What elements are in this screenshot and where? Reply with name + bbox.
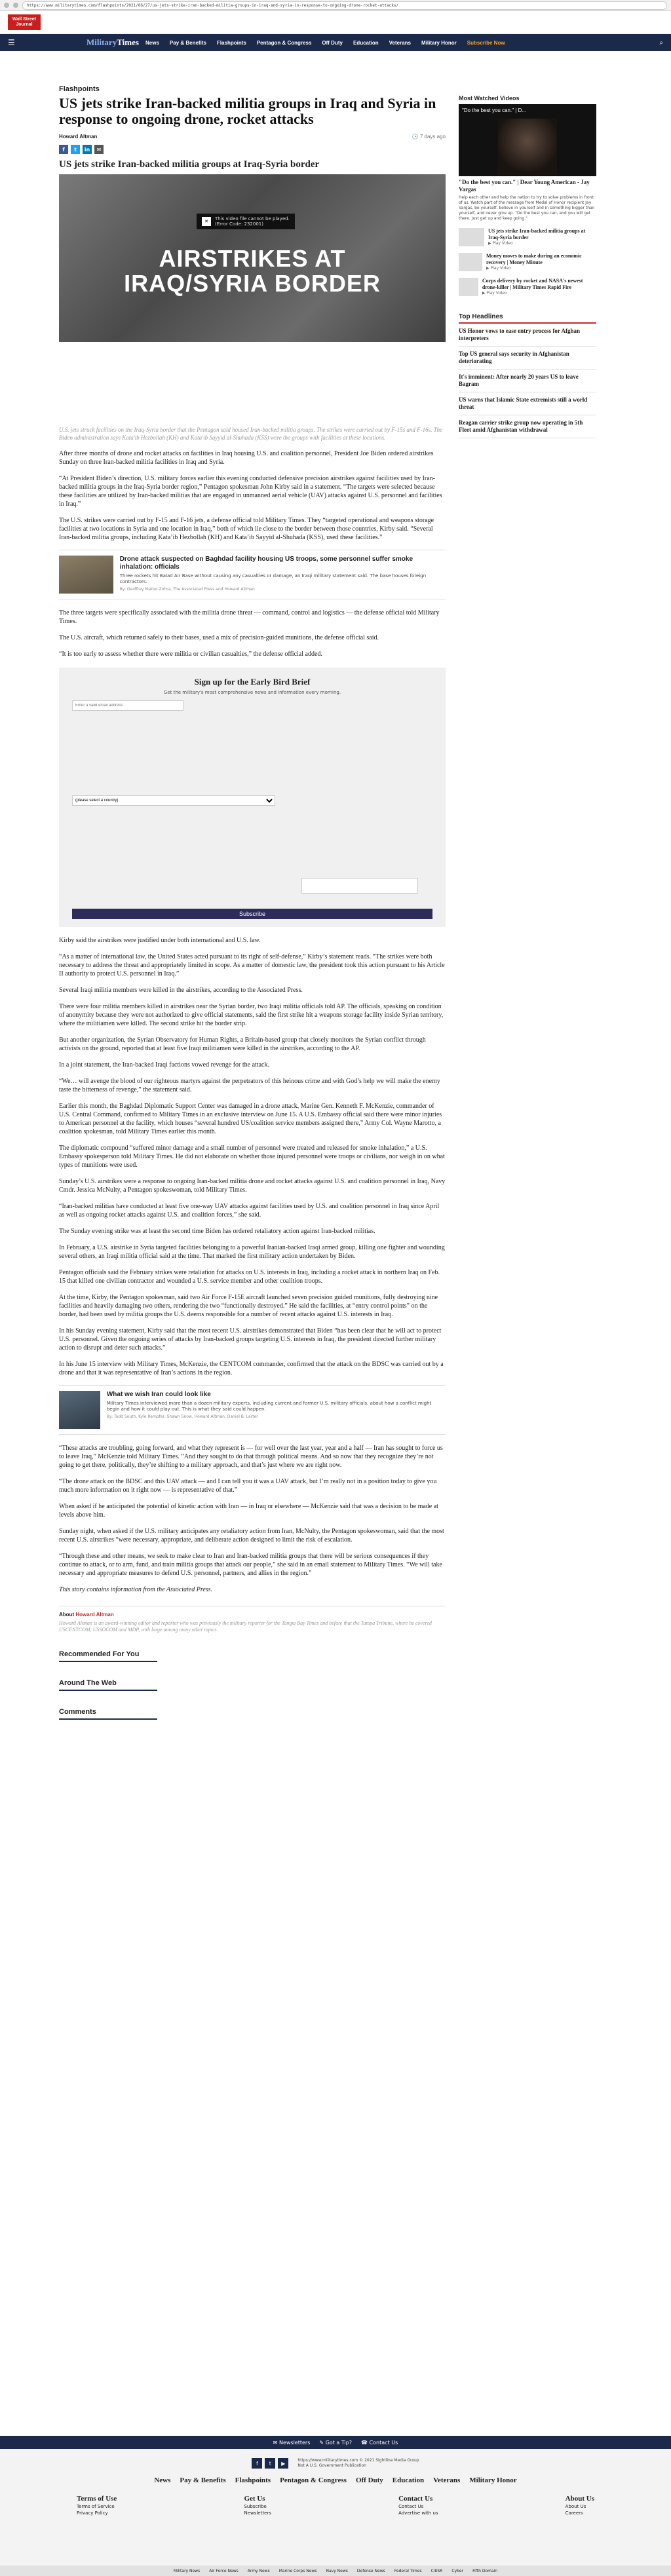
nav-item-honor[interactable]: Military Honor <box>421 39 457 46</box>
paragraph: “As a matter of international law, the United States acted pursuant to its right of self-defense,” Kirby’s statement reads. “The strikes were both necessary to address the threat and appropriately limited in scope. As a matter of domestic law, the president took this action pursuant to his Article II authority to protect U.S. personnel in Iraq.” <box>59 953 445 977</box>
sister-sites <box>0 2566 671 2576</box>
email-field[interactable] <box>72 700 183 711</box>
video-list-title[interactable]: Corps delivery by rocket and NASA's newest drone-killer | Military Times Rapid Fire <box>482 278 583 290</box>
related-thumbnail[interactable] <box>59 556 113 594</box>
site-link[interactable]: Army News <box>247 2568 270 2573</box>
top-ad[interactable] <box>0 11 671 34</box>
footer-nav-item[interactable]: Education <box>392 2476 425 2484</box>
video-list-thumbnail[interactable] <box>459 253 482 271</box>
paragraph: Several Iraqi militia members were killed in the airstrikes, according to the Associated Press. <box>59 987 303 994</box>
footer-col-heading: Contact Us <box>398 2495 433 2503</box>
nav-item-pentagon[interactable]: Pentagon & Congress <box>256 39 312 46</box>
kicker[interactable]: Flashpoints <box>59 85 100 93</box>
paragraph: “The drone attack on the BDSC and this UAV attack — and I can tell you it was a UAV attack, but I’m really not in a position today to give you much more information on it right now — is representative of that.” <box>59 1478 437 1494</box>
video-error: ✕ This video file cannot be played. (Error Code: 232001) <box>197 214 295 229</box>
back-icon[interactable] <box>4 3 9 8</box>
facebook-icon[interactable]: f <box>59 145 68 154</box>
paragraph: In his June 15 interview with Military Times, McKenzie, the CENTCOM commander, confirmed that the attack on the BDSC was carried out by a drone and that it was representative of Iran’s actions in the region. <box>59 1361 444 1376</box>
paragraph: After three months of drone and rocket attacks on facilities in Iraq housing U.S. and coalition personnel, President Joe Biden ordered airstrikes Sunday on three Iran-backed militia facilities in Iraq and Syria. <box>59 450 434 466</box>
subscribe-button[interactable]: Subscribe <box>72 909 432 919</box>
footer-socials <box>0 2458 671 2469</box>
footer-nav-item[interactable]: Military Honor <box>469 2476 517 2484</box>
footer-link[interactable]: Contact Us <box>398 2504 424 2509</box>
about-label: About <box>59 1612 75 1618</box>
footer-link[interactable]: Advertise with us <box>398 2510 438 2516</box>
site-link[interactable]: C4ISR <box>431 2568 443 2573</box>
paragraph: “We… will avenge the blood of our righteous martyrs against the perpetrators of this heinous crime and with God’s help we will make the enemy taste the bitterness of revenge,” the statement said. <box>59 1078 440 1093</box>
country-select[interactable] <box>72 795 275 806</box>
address-bar[interactable]: https://www.militarytimes.com/flashpoints/2021/06/27/us-jets-strike-iran-backed-militia-groups-in-iraq-and-syria-in-response-to-ongoing-drone-rocket-attacks/ <box>22 1 667 10</box>
paragraph: There were four militia members killed in airstrikes near the Syrian border, two Iraqi militia officials told AP. The officials, speaking on condition of anonymity because they were not authorized to give official statements, said the first strike hit a weapons storage facility inside Syrian territory, where the militiamen were killed. The second strike hit the border strip. <box>59 1003 444 1027</box>
most-watched-heading: Most Watched Videos <box>459 95 520 102</box>
email-icon[interactable]: ✉ <box>94 145 104 154</box>
footer-col <box>398 2493 438 2516</box>
twitter-icon[interactable]: t <box>71 145 80 154</box>
hamburger-icon[interactable]: ☰ <box>8 38 15 47</box>
headline-link[interactable]: Reagan carrier strike group now operating in 5th Fleet amid Afghanistan withdrawal <box>459 415 596 438</box>
paragraph: “Through these and other means, we seek to make clear to Iran and Iran-backed militia groups that there will be serious consequences if they continue to attack, or to arm, fund, and train militia groups that attack our people,” she said in an email statement to Military Times. “We will take necessary and appropriate measures to defend U.S. personnel, partners, and allies in the region.” <box>59 1553 442 1577</box>
ad-logo[interactable]: Wall Street Journal <box>8 14 41 30</box>
around-web-heading: Around The Web <box>59 1679 157 1691</box>
footer-nav <box>0 2476 671 2484</box>
about-author-link[interactable]: Howard Altman <box>75 1612 114 1618</box>
footer-link[interactable]: Privacy Policy <box>77 2510 108 2516</box>
comments-heading[interactable]: Comments <box>59 1708 157 1720</box>
site-link[interactable]: Cyber <box>451 2568 464 2573</box>
footer-col-heading: Get Us <box>244 2495 265 2503</box>
footer-col <box>77 2493 117 2516</box>
footer-link[interactable]: Terms of Service <box>77 2504 115 2509</box>
article-title: US jets strike Iran-backed militia groups in Iraq and Syria in response to ongoing drone, rocket attacks <box>59 95 436 127</box>
video-list-thumbnail[interactable] <box>459 278 478 296</box>
related-title[interactable]: Drone attack suspected on Baghdad facility housing US troops, some personnel suffer smoke inhalation: officials <box>119 556 413 571</box>
paragraph: Earlier this month, the Baghdad Diplomatic Support Center was damaged in a drone attack, Marine Gen. Kenneth F. McKenzie, commander of U.S. Central Command, confirmed to Military Times in an exclusive interview on June 15. A U.S. Embassy official said there were minor injuries to American personnel at the facility, which houses “several hundred US/coalition service members assigned there,” Army Col. Wayne Marotto, a coalition spokesman, told Military Times earlier this month. <box>59 1103 442 1135</box>
copyright: https://www.militarytimes.com © 2021 Sightline Media Group Not A U.S. Government Publication <box>297 2458 419 2468</box>
footer-nav-item[interactable]: Off Duty <box>355 2476 383 2484</box>
error-icon: ✕ <box>202 217 211 226</box>
site-link[interactable]: Navy News <box>326 2568 348 2573</box>
signup-title: Sign up for the Early Bird Brief <box>194 677 311 687</box>
contact-link[interactable]: ☎ Contact Us <box>361 2439 398 2446</box>
publish-date: 🕒 7 days ago <box>412 134 446 140</box>
play-video-link[interactable]: ▶ Play Video <box>488 241 513 246</box>
video-list-thumbnail[interactable] <box>459 228 484 246</box>
paragraph: Pentagon officials said the February strikes were retaliation for attacks on U.S. interests in Iraq, including a rocket attack in northern Iraq on Feb. 15 that killed one civilian contractor and wounded a U.S. service member and other coalition troops. <box>59 1269 440 1285</box>
related-byline: By: Geoffrey Mattei-Zohra, The Associated Press and Howard Altman <box>119 587 255 592</box>
footer-col-heading: About Us <box>565 2495 594 2503</box>
footer-col-heading: Terms of Use <box>77 2495 117 2503</box>
facebook-icon[interactable]: f <box>252 2458 262 2469</box>
paragraph: Sunday night, when asked if the U.S. military anticipates any retaliatory action from Iran, McNulty, the Pentagon spokeswoman, said that the most recent U.S. airstrikes “were necessary, appropriate, and deliberate action designed to limit the risk of escalation. <box>59 1528 444 1544</box>
video-list-item[interactable] <box>459 253 596 271</box>
paragraph: In his Sunday evening statement, Kirby said that the most recent U.S. airstrikes demonstrated that Biden “has been clear that he will act to protect U.S. personnel. Given the ongoing series of attacks by Iran-backed groups targeting U.S. interests in Iraq, the president directed further military action to disrupt and deter such attacks.” <box>59 1327 442 1352</box>
subscribe-link[interactable]: Subscribe Now <box>467 39 505 46</box>
paragraph: In February, a U.S. airstrike in Syria targeted facilities belonging to a powerful Iranian-backed Iraqi armed group, killing one fighter and wounding several others, an Iraqi militia official said at the time. That marked the first military action undertaken by Biden. <box>59 1244 445 1260</box>
paragraph: When asked if he anticipated the potential of kinetic action with Iran — in Iraq or elsewhere — McKenzie said that was a decision to be made at levels above him. <box>59 1503 438 1519</box>
related-thumbnail[interactable] <box>59 1391 100 1429</box>
site-logo[interactable]: MilitaryTimes <box>86 37 139 47</box>
related-article[interactable] <box>59 550 446 599</box>
footer-nav-item[interactable]: Veterans <box>433 2476 461 2484</box>
footer-link[interactable]: Subscribe <box>244 2504 267 2509</box>
video-list-item[interactable] <box>459 228 596 246</box>
footer-col <box>566 2493 594 2516</box>
nav-item-pay[interactable]: Pay & Benefits <box>169 39 206 46</box>
footer-link[interactable]: Careers <box>565 2510 583 2516</box>
footer <box>0 2436 671 2576</box>
paragraph: In a joint statement, the Iran-backed Iraqi factions vowed revenge for the attack. <box>59 1061 269 1069</box>
nav-item-news[interactable]: News <box>145 39 159 46</box>
nav-items <box>145 40 505 46</box>
paragraph: At the time, Kirby, the Pentagon spokesman, said two Air Force F-15E aircraft launched seven precision guided munitions, fully destroying nine facilities and heavily damaging two others, rendering the two “functionally destroyed.” He said the facilities, at “entry control points” on the border, had been used by militia groups the U.S. deems responsible for a number of recent attacks against U.S. interests in Iraq. <box>59 1294 438 1318</box>
video-list-title[interactable]: US jets strike Iran-backed militia groups at Iraq-Syria border <box>488 228 586 240</box>
newsletters-link[interactable]: ✉ Newsletters <box>273 2439 311 2446</box>
browser-bar <box>0 0 671 11</box>
sidebar <box>459 95 596 438</box>
paragraph: “It is too early to assess whether there were militia or civilian casualties,” the defense official added. <box>59 651 322 658</box>
related-byline: By: Todd South, Kyle Rempfer, Shawn Snow, Howard Altman, Daniel B. Larter <box>106 1414 258 1419</box>
recommended-heading: Recommended For You <box>59 1650 157 1662</box>
author-link[interactable]: Howard Altman <box>59 134 98 140</box>
video-overlay-text: AIRSTRIKES AT IRAQ/SYRIA BORDER <box>124 245 381 297</box>
footer-col <box>244 2493 271 2516</box>
video-title: US jets strike Iran-backed militia groups at Iraq-Syria border <box>59 159 320 170</box>
footer-link[interactable]: About Us <box>565 2504 586 2509</box>
footer-nav-item[interactable]: Pentagon & Congress <box>280 2476 347 2484</box>
reload-icon[interactable] <box>13 3 18 8</box>
paragraph: The U.S. aircraft, which returned safely to their bases, used a mix of precision-guided munitions, the defense official said. <box>59 634 379 641</box>
search-icon[interactable]: ⌕ <box>659 39 663 47</box>
related-summary: Three rockets hit Balad Air Base without causing any casualties or damage, an Iraqi military statement said. The base houses foreign contractors. <box>119 573 427 584</box>
article <box>59 85 446 1722</box>
youtube-icon[interactable]: ▶ <box>278 2458 288 2469</box>
nav-item-veterans[interactable]: Veterans <box>389 39 411 46</box>
site-link[interactable]: Fifth Domain <box>472 2568 498 2573</box>
paragraph: The diplomatic compound “suffered minor damage and a small number of personnel were treated and released for smoke inhalation,” a U.S. Embassy spokesperson told Military Times. He did not elaborate on whether those injured personnel were troops or civilians, nor weigh in on what types of munitions were used. <box>59 1145 445 1169</box>
play-video-link[interactable]: ▶ Play Video <box>482 291 507 295</box>
related-title[interactable]: What we wish Iran could look like <box>106 1391 211 1398</box>
headline-link[interactable]: Top US general says security in Afghanistan deteriorating <box>459 347 596 369</box>
related-summary: Military Times interviewed more than a dozen military experts, including current and former U.S. military officials, about how a conflict might begin and how it could play out. This is what they said could happen. <box>106 1401 432 1412</box>
play-video-link[interactable]: ▶ Play Video <box>486 266 511 271</box>
nav-item-off-duty[interactable]: Off Duty <box>322 39 343 46</box>
footer-nav-item[interactable]: News <box>154 2476 171 2484</box>
video-list-title[interactable]: Money moves to make during an economic recovery | Money Minute <box>486 253 582 265</box>
paragraph: The Sunday evening strike was at least the second time Biden has ordered retaliatory action against Iran-backed militias. <box>59 1228 375 1235</box>
about-author <box>59 1606 446 1633</box>
paragraph: Sunday’s U.S. airstrikes were a response to ongoing Iran-backed militia drone and rocket attacks against U.S. and coalition personnel in Iraq, Navy Cmdr. Jessica McNulty, a Pentagon spokeswoman, told Military Times. <box>59 1178 446 1194</box>
paragraph: But another organization, the Syrian Observatory for Human Rights, a Britain-based group that closely monitors the Syrian conflict through activists on the ground, reported that at least five Iraqi militiamen were killed in the airstrikes, according to the AP. <box>59 1036 426 1052</box>
paragraph: The U.S. strikes were carried out by F-15 and F-16 jets, a defense official told Military Times. They “targeted operational and weapons storage facilities at two locations in Syria and one location in Iraq,” both of which lie close to the border between those countries, Kirby said. “Several Iran-backed militia groups, including Kata’ib Hezbollah (KH) and Kata’ib Sayyid al-Shuhada (KSS), used these facilities.” <box>59 517 434 541</box>
video-player[interactable] <box>59 174 446 342</box>
headline-link[interactable]: US warns that Islamic State extremists still a world threat <box>459 392 596 415</box>
tip-link[interactable]: ✎ Got a Tip? <box>319 2439 353 2446</box>
video-list-item[interactable] <box>459 278 596 296</box>
video-caption: U.S. jets struck facilities on the Iraq-Syria border that the Pentagon said housed Iran-backed militia groups. The strikes were carried out by F-15s and F-16s. The Biden administration says Kata'ib Hezbollah (KH) and Kata'ib Sayyid al-Shuhada (KSS) were the groups with facilities at these locations. <box>59 426 443 441</box>
related-article[interactable] <box>59 1385 446 1435</box>
headline-link[interactable]: It's imminent: After nearly 20 years US to leave Bagram <box>459 369 596 392</box>
footer-columns <box>77 2493 594 2516</box>
site-link[interactable]: Military News <box>173 2568 201 2573</box>
paragraph: This story contains information from the Associated Press. <box>59 1586 213 1593</box>
paragraph: Kirby said the airstrikes were justified under both international and U.S. law. <box>59 937 261 944</box>
site-link[interactable]: Air Force News <box>209 2568 239 2573</box>
footer-nav-item[interactable]: Pay & Benefits <box>180 2476 226 2484</box>
captcha-box[interactable] <box>301 878 418 894</box>
paragraph: “At President Biden’s direction, U.S. military forces earlier this evening conducted defensive precision airstrikes against facilities used by Iran-backed militia groups in the Iraq-Syria border region,” Pentagon spokesman John Kirby said in a statement. “The targets were selected because these facilities are utilized by Iran-backed militias that are engaged in unmanned aerial vehicle (UAV) attacks against U.S. personnel and facilities in Iraq.” <box>59 475 442 508</box>
share-bar <box>59 145 446 154</box>
footer-nav-item[interactable]: Flashpoints <box>235 2476 271 2484</box>
nav-item-flashpoints[interactable]: Flashpoints <box>216 39 246 46</box>
footer-strip <box>0 2436 671 2449</box>
top-headlines-heading: Top Headlines <box>459 313 596 324</box>
site-link[interactable]: Defense News <box>356 2568 385 2573</box>
nav-item-education[interactable]: Education <box>353 39 379 46</box>
sidebar-video-desc: Help each other and help the nation to try to solve problems in front of us. Watch part of the message from Medal of Honor recipient Jay Vargas, be yourself, believe in yourself and in something bigger than yourself, and never give up. "Do the best you can, and you will get there. Just get up and keep going." <box>459 195 595 221</box>
video-thumbnail <box>498 119 557 175</box>
linkedin-icon[interactable]: in <box>83 145 92 154</box>
twitter-icon[interactable]: t <box>265 2458 275 2469</box>
paragraph: “These attacks are troubling, going forward, and what they represent is — for well over the last year, year and a half — Iran has sought to force us to leave Iraq,” McKenzie told Military Times. “And they sought to do that through political means. And so now that they recognize they’re not going to get there, politically, they’re shifting to a military approach, and that’s just where we are right now. <box>59 1445 443 1469</box>
paragraph: The three targets were specifically associated with the militia drone threat — command, control and logistics — the defense official told Military Times. <box>59 609 440 625</box>
site-link[interactable]: Federal Times <box>394 2568 422 2573</box>
sidebar-video-title[interactable]: "Do the best you can." | Dear Young American - Jay Vargas <box>459 179 590 193</box>
site-link[interactable]: Marine Corps News <box>278 2568 317 2573</box>
paragraph: “Iran-backed militias have conducted at least five one-way UAV attacks against facilities used by U.S. and coalition personnel in Iraq since April as well as ongoing rocket attacks against U.S. and coalition forces,” she said. <box>59 1203 440 1219</box>
byline <box>59 134 446 140</box>
main-nav <box>0 34 671 51</box>
headline-link[interactable]: US Honor vows to ease entry process for Afghan interpreters <box>459 324 596 347</box>
signup-subtitle: Get the military's most comprehensive news and information every morning. <box>163 690 341 695</box>
sidebar-video-player[interactable] <box>459 104 596 176</box>
player-title: "Do the best you can." | D... <box>462 107 527 113</box>
author-bio: Howard Altman is an award-winning editor and reporter who was previously the military reporter for the Tampa Bay Times and before that the Tampa Tribune, where he covered USCENTCOM, USSOCOM and MDP, with large among many other topics. <box>59 1620 432 1633</box>
newsletter-signup <box>59 668 446 927</box>
footer-link[interactable]: Newsletters <box>244 2510 271 2516</box>
